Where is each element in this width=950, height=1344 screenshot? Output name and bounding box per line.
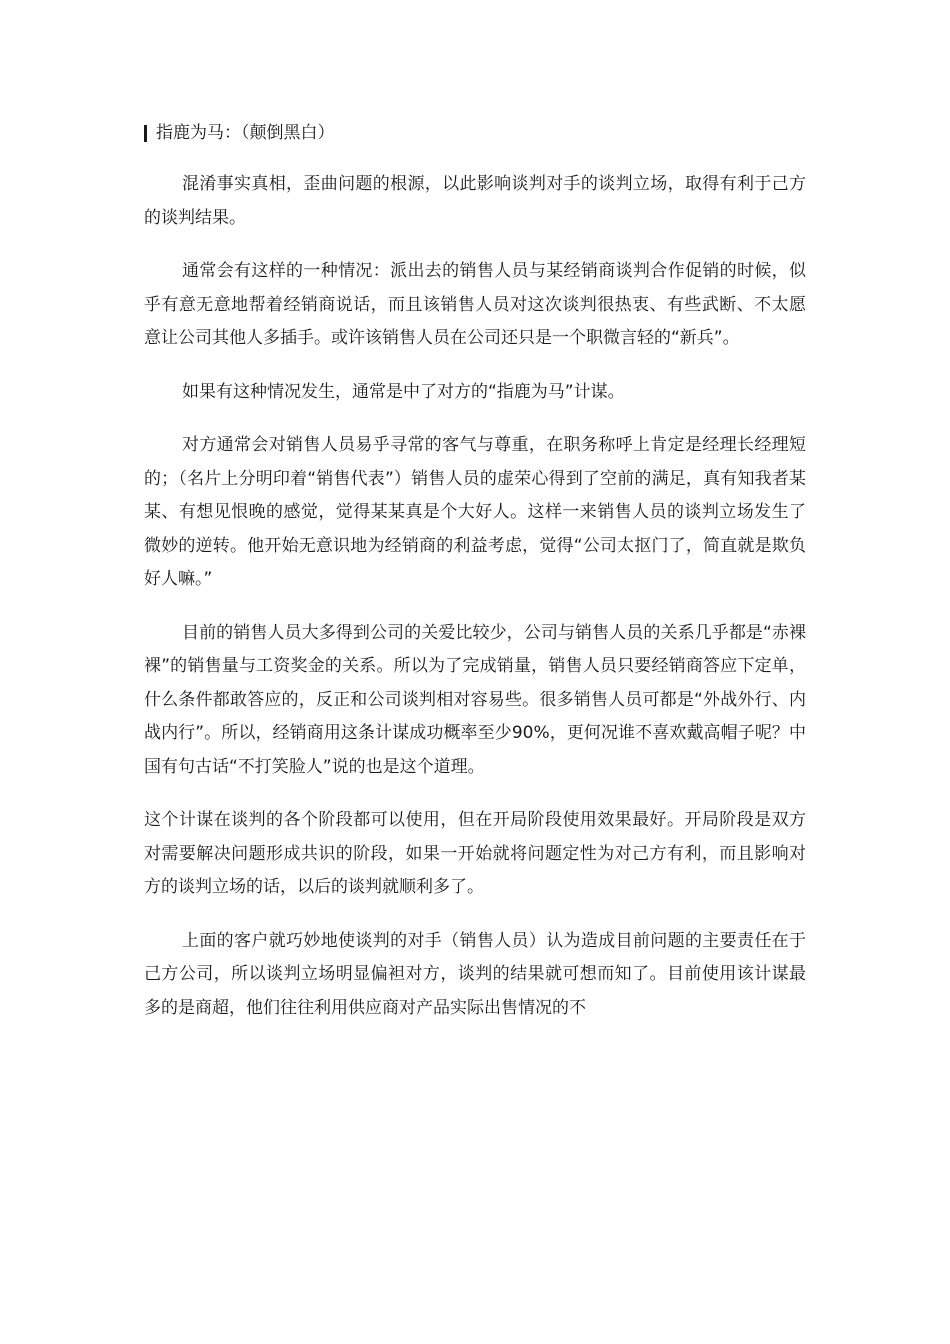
paragraph-5: 目前的销售人员大多得到公司的关爱比较少，公司与销售人员的关系几乎都是“赤裸裸”的销售量与工资奖金的关系。所以为了完成销量，销售人员只要经销商答应下定单，什么条件都敢答应的，反正和公司谈判相对容易些。很多销售人员可都是“外战外行、内战内行”。所以，经销商用这条计谋成功概率至少90%，更何况谁不喜欢戴高帽子呢？中国有句古话“不打笑脸人”说的也是这个道理。 — [144, 622, 806, 777]
paragraph-7: 上面的客户就巧妙地使谈判的对手（销售人员）认为造成目前问题的主要责任在于己方公司，所以谈判立场明显偏袒对方，谈判的结果就可想而知了。目前使用该计谋最多的是商超，他们往往利用供应商对产品实际出售情况的不 — [144, 930, 806, 1018]
paragraph-2: 通常会有这样的一种情况：派出去的销售人员与某经销商谈判合作促销的时候，似乎有意无意地帮着经销商说话，而且该销售人员对这次谈判很热衷、有些武断、不太愿意让公司其他人多插手。或许该销售人员在公司还只是一个职微言轻的“新兵”。 — [144, 261, 806, 348]
heading-text: 指鹿为马：（颠倒黑白） — [156, 123, 335, 143]
paragraph-1: 混淆事实真相，歪曲问题的根源，以此影响谈判对手的谈判立场，取得有利于己方的谈判结果。 — [144, 174, 806, 228]
paragraph-3: 如果有这种情况发生，通常是中了对方的“指鹿为马”计谋。 — [182, 381, 625, 402]
section-heading — [144, 118, 806, 148]
heading-bullet-marker — [144, 125, 147, 142]
document-page — [144, 118, 806, 1045]
paragraph-4: 对方通常会对销售人员易乎寻常的客气与尊重，在职务称呼上肯定是经理长经理短的；（名片上分明印着“销售代表”）销售人员的虚荣心得到了空前的满足，真有知我者某某、有想见恨晚的感觉，觉得某某真是个大好人。这样一来销售人员的谈判立场发生了微妙的逆转。他开始无意识地为经销商的利益考虑，觉得“公司太抠门了，简直就是欺负好人嘛。” — [144, 435, 806, 589]
paragraph-6: 这个计谋在谈判的各个阶段都可以使用，但在开局阶段使用效果最好。开局阶段是双方对需要解决问题形成共识的阶段，如果一开始就将问题定性为对己方有利，而且影响对方的谈判立场的话，以后的谈判就顺利多了。 — [144, 810, 806, 897]
